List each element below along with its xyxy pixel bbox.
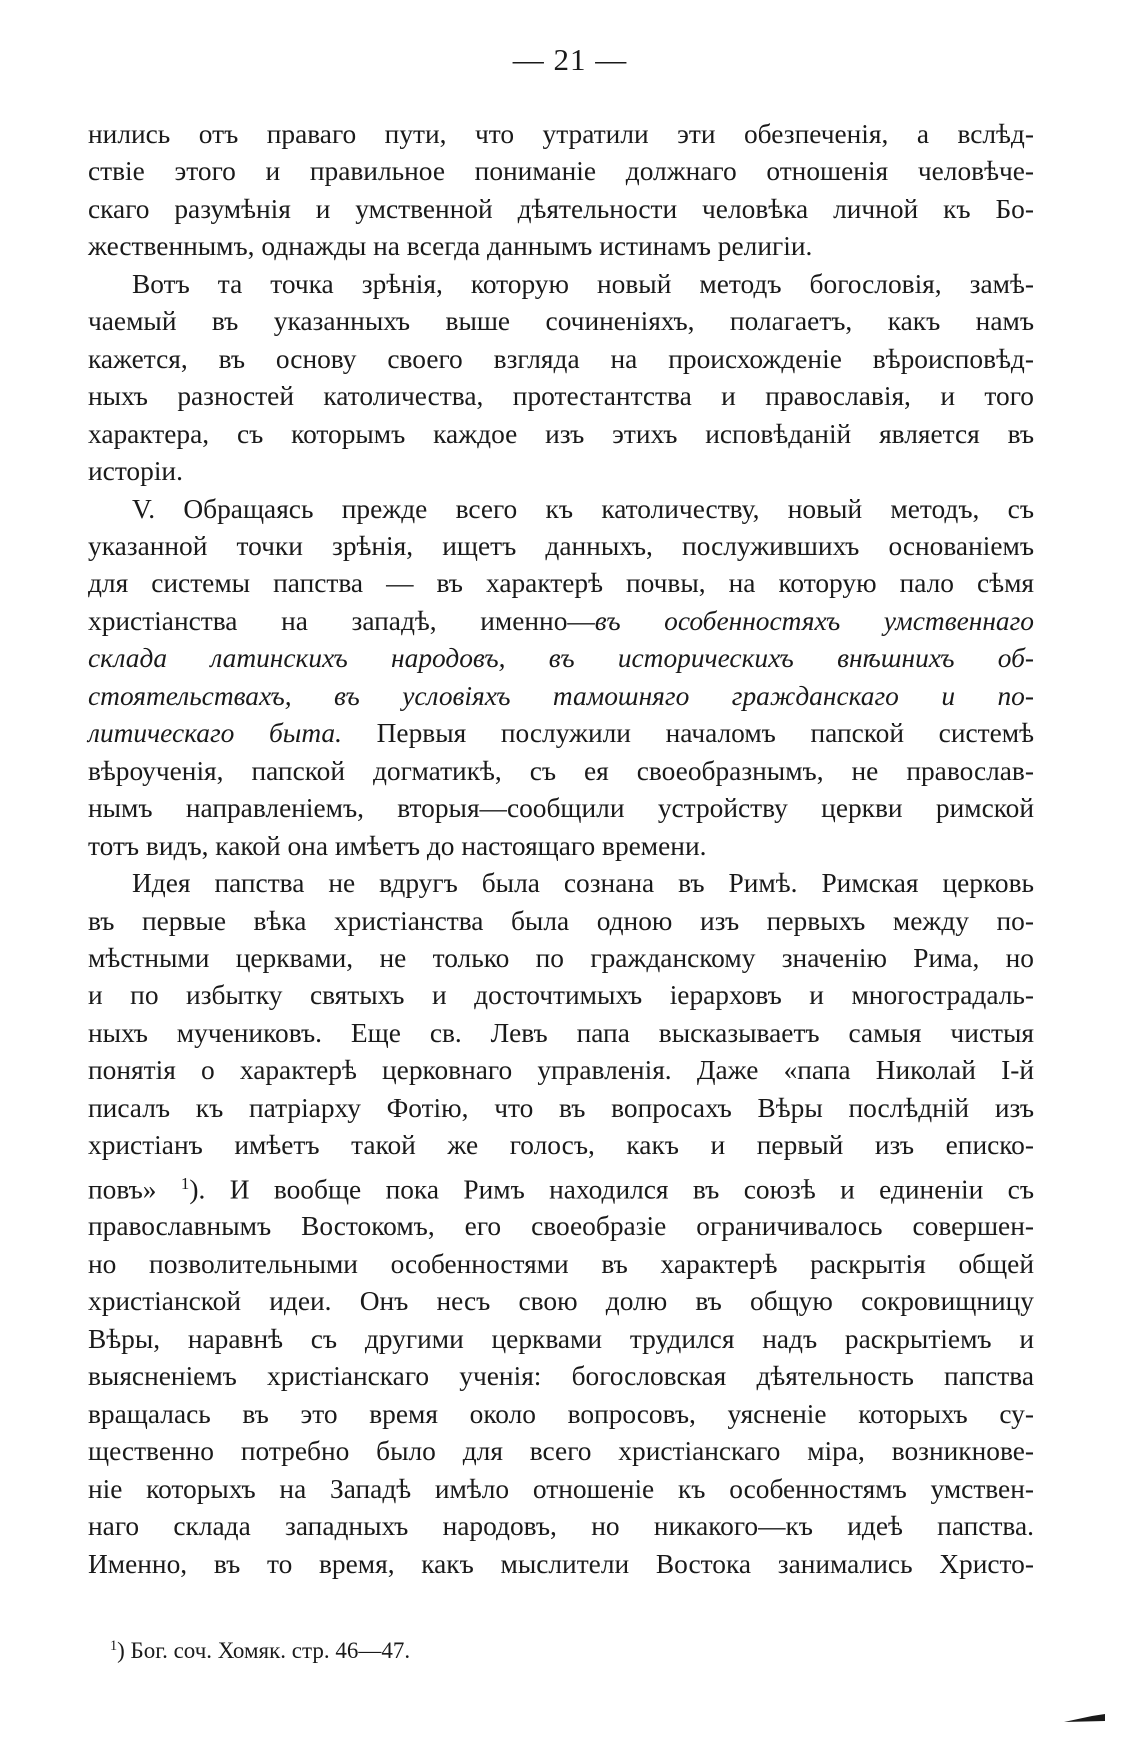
- text-segment: Первыя послужили началомъ папской системѣ: [341, 718, 1034, 749]
- text-line: стоятельствахъ, въ условіяхъ тамошняго гражданскаго и по-: [88, 680, 1034, 711]
- text-line: характера, съ которымъ каждое изъ этихъ исповѣданій является въ: [88, 418, 1034, 449]
- text-line: нымъ направленіемъ, вторыя—сообщили устройству церкви римской: [88, 793, 1034, 824]
- text-line: православнымъ Востокомъ, его своеобразіе ограничивалось совершен-: [88, 1211, 1034, 1242]
- text-line: указанной точки зрѣнія, ищетъ данныхъ, послужившихъ основаніемъ: [88, 530, 1034, 561]
- text-line: вѣроученія, папской догматикѣ, съ ея своеобразнымъ, не православ-: [88, 755, 1034, 786]
- text-line: выясненіемъ христіанскаго ученія: богословская дѣятельность папства: [88, 1361, 1034, 1392]
- text-line: щественно потребно было для всего христіанскаго міра, возникнове-: [88, 1436, 1034, 1467]
- italic-segment: въ особенностяхъ умственнаго: [594, 605, 1034, 636]
- text-line: скаго разумѣнія и умственной дѣятельности человѣка личной къ Бо-: [88, 193, 1034, 224]
- footnote: [110, 1631, 410, 1666]
- text-line: для системы папства — въ характерѣ почвы, на которую пало сѣмя: [88, 568, 1034, 599]
- text-line: ствіе этого и правильное пониманіе должнаго отношенія человѣче-: [88, 156, 1034, 187]
- text-line: нились отъ праваго пути, что утратили эти обезпеченія, а вслѣд-: [88, 119, 1034, 149]
- text-line: и по избытку святыхъ и досточтимыхъ іерарховъ и многострадаль-: [88, 980, 1034, 1011]
- text-line: писалъ къ патріарху Фотію, что въ вопросахъ Вѣры послѣдній изъ: [88, 1092, 1034, 1123]
- text-line: [88, 603, 1034, 640]
- text-line: Именно, въ то время, какъ мыслители Востока занимались Христо-: [88, 1548, 1034, 1579]
- text-line: понятія о характерѣ церковнаго управленія. Даже «папа Николай I-й: [88, 1055, 1034, 1086]
- text-line: христіанъ имѣетъ такой же голосъ, какъ и первый изъ еписко-: [88, 1130, 1034, 1161]
- footnote-mark: 1: [110, 1638, 118, 1654]
- text-line: ныхъ разностей католичества, протестантства и православія, и того: [88, 381, 1034, 412]
- page-number: — 21 —: [512, 42, 628, 77]
- text-line: кажется, въ основу своего взгляда на происхожденіе вѣроисповѣд-: [88, 343, 1034, 374]
- text-line: Вѣры, наравнѣ съ другими церквами трудился надъ раскрытіемъ и: [88, 1323, 1034, 1354]
- italic-segment: литическаго быта.: [88, 718, 342, 749]
- text-line: ніе которыхъ на Западѣ имѣло отношеніе къ особенностямъ умствен-: [88, 1473, 1034, 1504]
- text-line: въ первые вѣка христіанства была одною изъ первыхъ между по-: [88, 905, 1034, 936]
- text-segment: ). И вообще пока Римъ находился въ союзѣ и единеніи съ: [189, 1174, 1035, 1205]
- text-line: но позволительными особенностями въ характерѣ раскрытія общей: [88, 1248, 1034, 1279]
- text-line: склада латинскихъ народовъ, въ историческихъ внѣшнихъ об-: [88, 643, 1034, 674]
- footnote-text: ) Бог. соч. Хомяк. стр. 46—47.: [117, 1637, 411, 1663]
- text-line: мѣстными церквами, не только по гражданскому значенію Рима, но: [88, 942, 1034, 973]
- text-line: V. Обращаясь прежде всего къ католичеству, новый методъ, съ: [132, 493, 1034, 524]
- text-line: христіанской идеи. Онъ несъ свою долю въ общую сокровищницу: [88, 1286, 1034, 1317]
- text-segment: христіанства на западѣ, именно—: [88, 605, 595, 636]
- text-line: жественнымъ, однажды на всегда даннымъ истинамъ религіи.: [88, 231, 813, 262]
- text-line: ныхъ мучениковъ. Еще св. Левъ папа высказываетъ самыя чистыя: [88, 1017, 1034, 1048]
- text-line: тотъ видъ, какой она имѣетъ до настоящаго времени.: [88, 830, 707, 861]
- text-line: [88, 715, 1034, 752]
- text-line: наго склада западныхъ народовъ, но никакого—къ идеѣ папства.: [88, 1511, 1034, 1542]
- footnote-reference: 1: [180, 1173, 190, 1193]
- text-segment: повъ»: [88, 1174, 181, 1205]
- ink-mark-icon: [1064, 1713, 1106, 1723]
- text-line: чаемый въ указанныхъ выше сочиненіяхъ, полагаетъ, какъ намъ: [88, 306, 1034, 337]
- text-line: Идея папства не вдругъ была сознана въ Римѣ. Римская церковь: [132, 868, 1034, 899]
- ink-mark-shape: [1064, 1714, 1105, 1722]
- body-text: [88, 116, 1034, 1583]
- text-line: [88, 1165, 1034, 1209]
- text-line: вращалась въ это время около вопросовъ, уясненіе которыхъ су-: [88, 1398, 1034, 1429]
- text-line: исторіи.: [88, 456, 183, 487]
- text-line: Вотъ та точка зрѣнія, которую новый методъ богословія, замѣ-: [132, 268, 1034, 299]
